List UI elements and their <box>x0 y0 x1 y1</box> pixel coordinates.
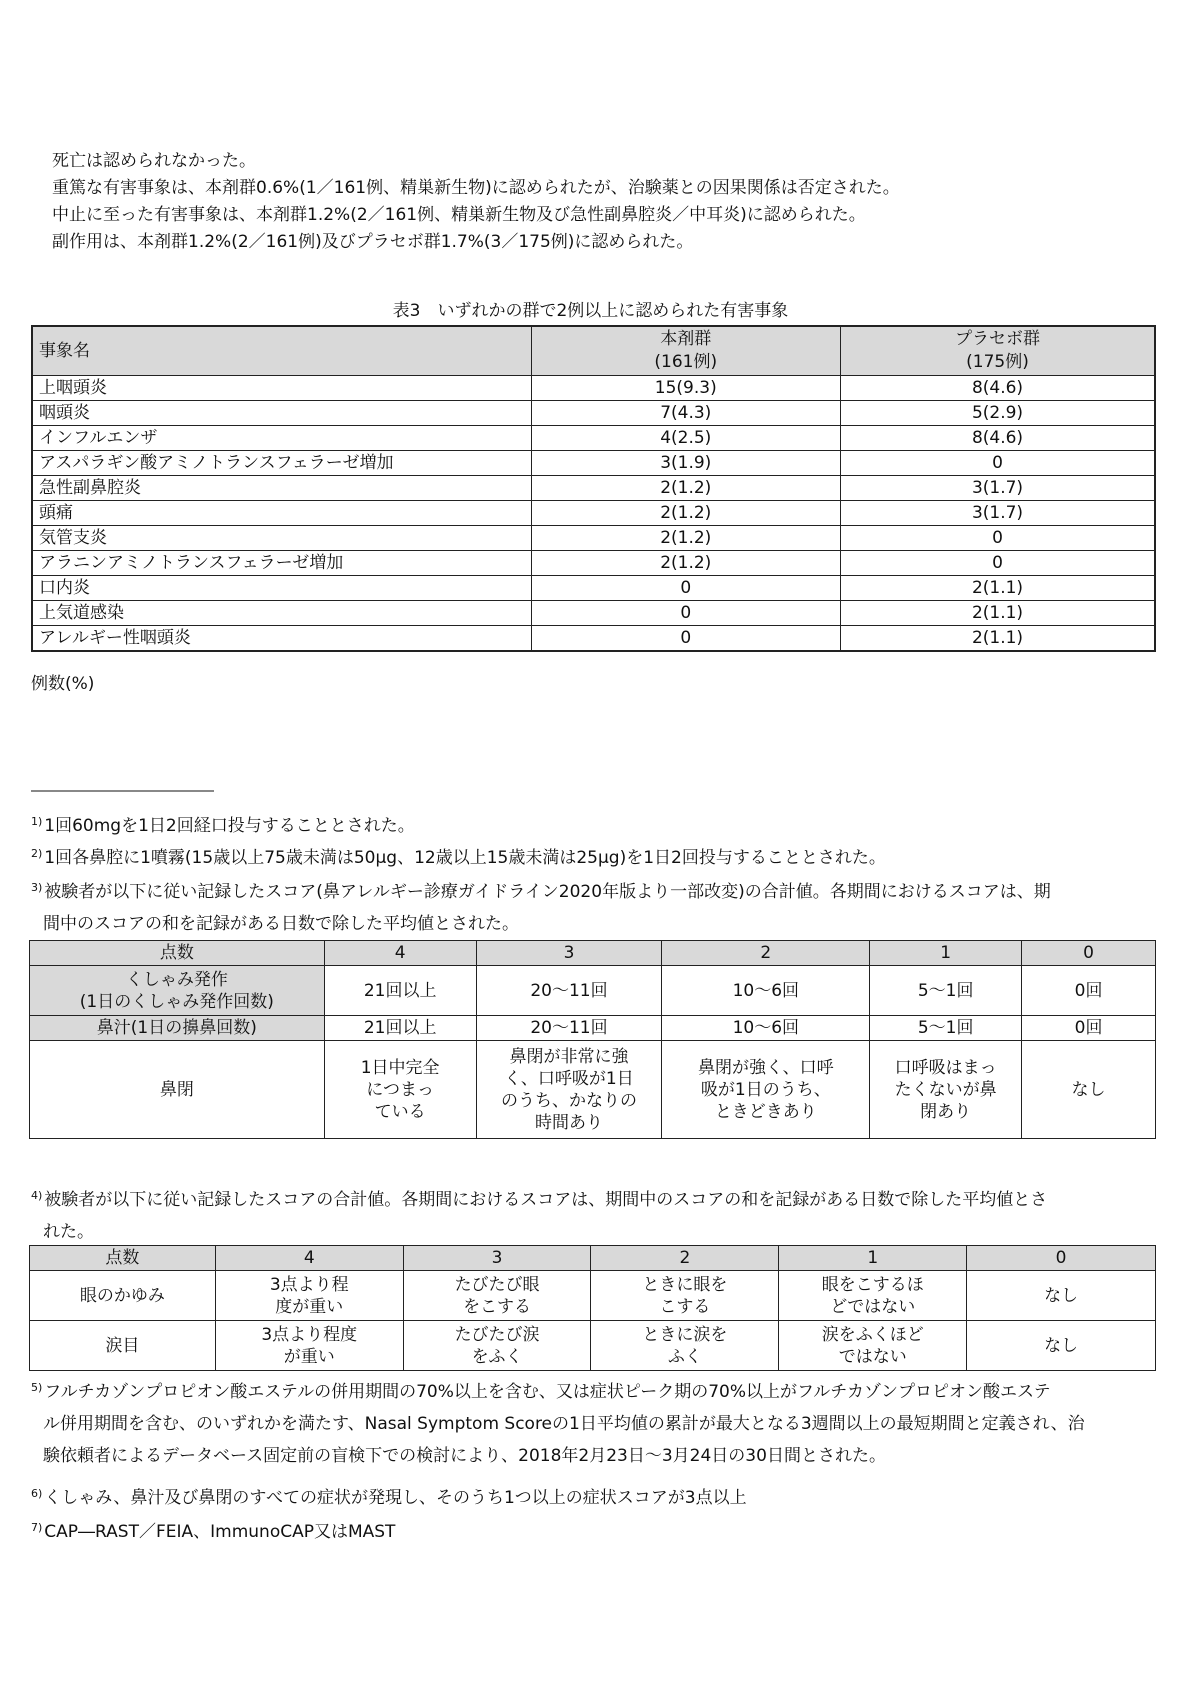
table-row: 頭痛 2(1.2) 3(1.7) <box>32 501 1155 526</box>
footnote-5: $^{5)}$ フルチカゾンプロピオン酸エステルの併用期間の70%以上を含む、又は症状ピーク期の70%以上がフルチカゾンプロピオン酸エステ ル併用期間を含む、のいずれかを満たす、Nasal Symptom Scoreの1日平均値の累計が最大となる3週間以上の最短期間と定義され、治 験依頼者によるデータベース固定前の盲検下での検討により、2018年2月23日～3月24日の30日間とされた。 <box>31 1381 1085 1466</box>
eye-itch-label: 眼のかゆみ <box>30 1271 216 1321</box>
footnote-4: $^{4)}$ 被験者が以下に従い記録したスコアの合計値。各期間におけるスコアは、期間中のスコアの和を記録がある日数で除した平均値とさ れた。 <box>31 1189 1048 1242</box>
footnote-6: $^{6)}$ くしゃみ、鼻汁及び鼻閉のすべての症状が発現し、そのうち1つ以上の症状スコアが3点以上 <box>31 1487 747 1508</box>
header-score-0: 0 <box>967 1246 1156 1271</box>
table-row: 口内炎 0 2(1.1) <box>32 576 1155 601</box>
table-row: アスパラギン酸アミノトランスフェラーゼ増加 3(1.9) 0 <box>32 451 1155 476</box>
paragraph-deaths: 死亡は認められなかった。 <box>52 151 256 171</box>
table3-caption: 表3 いずれかの群で2例以上に認められた有害事象 <box>392 301 789 321</box>
header-score-4: 4 <box>215 1246 403 1271</box>
runny-nose-row: 鼻汁(1日の擤鼻回数) 21回以上 20～11回 10～6回 5～1回 0回 <box>30 1016 1156 1041</box>
header-score-3: 3 <box>476 941 662 966</box>
eye-symptom-score-table <box>29 1245 1156 1371</box>
header-score-2: 2 <box>662 941 870 966</box>
header-score-3: 3 <box>403 1246 591 1271</box>
header-score-0: 0 <box>1022 941 1156 966</box>
nasal-block-label: 鼻閉 <box>30 1041 325 1139</box>
sneeze-row: くしゃみ発作 (1日のくしゃみ発作回数) 21回以上 20～11回 10～6回 5～1回 0回 <box>30 966 1156 1016</box>
table-row: 気管支炎 2(1.2) 0 <box>32 526 1155 551</box>
header-score: 点数 <box>30 941 325 966</box>
header-score-1: 1 <box>870 941 1022 966</box>
tearing-row: 涙目 3点より程度 が重い たびたび涙 をふく ときに涙を ふく 涙をふくほど ではない なし <box>30 1321 1156 1371</box>
table-row: アラニンアミノトランスフェラーゼ増加 2(1.2) 0 <box>32 551 1155 576</box>
table-row: 急性副鼻腔炎 2(1.2) 3(1.7) <box>32 476 1155 501</box>
score-header-row <box>30 941 1156 966</box>
footnote-divider: ―――――――――――――― <box>31 783 213 799</box>
table-row: 咽頭炎 7(4.3) 5(2.9) <box>32 401 1155 426</box>
header-score-4: 4 <box>324 941 476 966</box>
sneeze-label: くしゃみ発作 (1日のくしゃみ発作回数) <box>30 966 325 1016</box>
footnote-7: $^{7)}$ CAP―RAST／FEIA、ImmunoCAP又はMAST <box>31 1521 396 1542</box>
footnote-2: $^{2)}$ 1回各鼻腔に1噴霧(15歳以上75歳未満は50μg、12歳以上15歳未満は25μg)を1日2回投与することとされた。 <box>31 847 886 868</box>
table-row: インフルエンザ 4(2.5) 8(4.6) <box>32 426 1155 451</box>
table-row: アレルギー性咽頭炎 0 2(1.1) <box>32 626 1155 652</box>
nasal-symptom-score-table <box>29 940 1156 1139</box>
header-score: 点数 <box>30 1246 216 1271</box>
footnote-1: $^{1)}$ 1回60mgを1日2回経口投与することとされた。 <box>31 815 415 836</box>
adverse-events-table <box>31 325 1156 652</box>
paragraph-serious-events: 重篤な有害事象は、本剤群0.6%(1／161例、精巣新生物)に認められたが、治験薬との因果関係は否定された。 <box>52 178 900 198</box>
table-row: 上気道感染 0 2(1.1) <box>32 601 1155 626</box>
tearing-label: 涙目 <box>30 1321 216 1371</box>
table3-header-row <box>32 326 1155 376</box>
header-score-1: 1 <box>779 1246 967 1271</box>
header-drug-group: 本剤群 (161例) <box>531 326 841 376</box>
paragraph-discontinuation: 中止に至った有害事象は、本剤群1.2%(2／161例、精巣新生物及び急性副鼻腔炎／中耳炎)に認められた。 <box>52 205 866 225</box>
runny-nose-label: 鼻汁(1日の擤鼻回数) <box>30 1016 325 1041</box>
footnote-3: $^{3)}$ 被験者が以下に従い記録したスコア(鼻アレルギー診療ガイドライン2020年版より一部改変)の合計値。各期間におけるスコアは、期 間中のスコアの和を記録がある日数で除した平均値とされた。 <box>31 881 1051 934</box>
table-row: 上咽頭炎 15(9.3) 8(4.6) <box>32 376 1155 401</box>
nasal-block-row: 鼻閉 1日中完全 につまっ ている 鼻閉が非常に強 く、口呼吸が1日 のうち、かなりの 時間あり 鼻閉が強く、口呼 吸が1日のうち、 ときどきあり 口呼吸はまっ たくないが鼻 閉あり なし <box>30 1041 1156 1139</box>
header-event-name: 事象名 <box>32 326 531 376</box>
header-placebo-group: プラセボ群 (175例) <box>841 326 1155 376</box>
header-score-2: 2 <box>591 1246 779 1271</box>
eye-itch-row: 眼のかゆみ 3点より程 度が重い たびたび眼 をこする ときに眼を こする 眼をこするほ どではない なし <box>30 1271 1156 1321</box>
eye-score-header-row <box>30 1246 1156 1271</box>
table3-unit-note: 例数(%) <box>31 674 95 694</box>
paragraph-side-effects: 副作用は、本剤群1.2%(2／161例)及びプラセボ群1.7%(3／175例)に認められた。 <box>52 232 694 252</box>
